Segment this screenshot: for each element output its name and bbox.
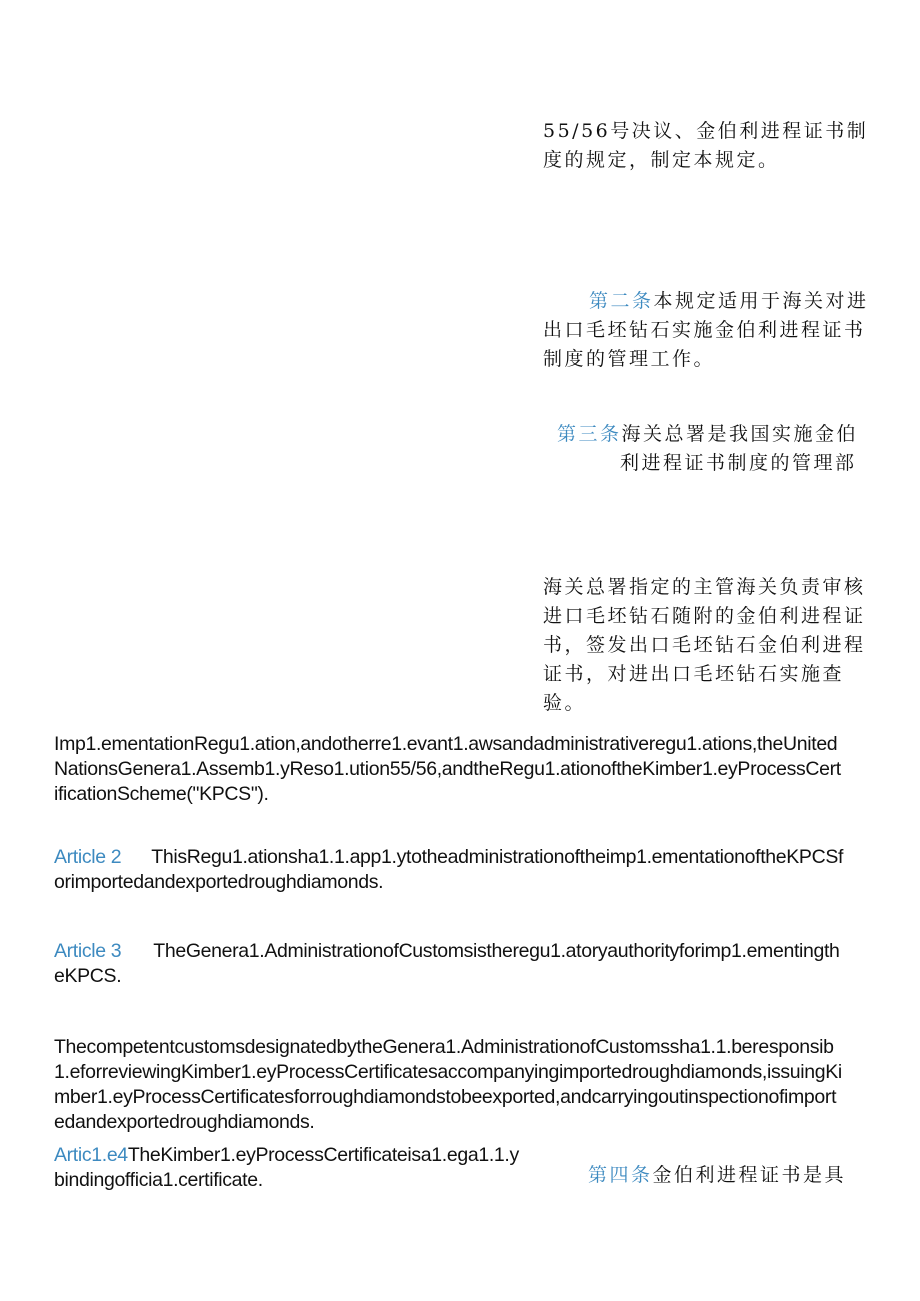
zh-article2-text: 本规定适用于海关对进出口毛坯钻石实施金伯利进程证书制度的管理工作。	[543, 290, 869, 370]
zh-article4-text: 金伯利进程证书是具	[652, 1164, 847, 1186]
zh-customs-paragraph: 海关总署指定的主管海关负责审核进口毛坯钻石随附的金伯利进程证书，签发出口毛坯钻石金伯利进程证书，对进出口毛坯钻石实施查验。	[543, 576, 866, 714]
en-article2	[54, 845, 844, 895]
en-article1-tail: Imp1.ementationRegu1.ation,andotherre1.evant1.awsandadministrativeregu1.ations,theUnitedNationsGenera1.Assemb1.yReso1.ution55/56,andtheRegu1.ationoftheKimber1.eyProcessCertificationScheme("KPCS").	[54, 733, 841, 805]
zh-article1-tail: 55/56号决议、金伯利进程证书制度的规定，制定本规定。	[543, 120, 869, 171]
en-article4-text: TheKimber1.eyProcessCertificateisa1.ega1.1.ybindingofficia1.certificate.	[54, 1144, 519, 1191]
zh-article2-label: 第二条	[589, 290, 654, 312]
zh-article3-label: 第三条	[557, 423, 622, 445]
en-article4-label: Artic1.e4	[54, 1144, 128, 1166]
en-article2-label: Article 2	[54, 846, 122, 868]
en-article2-text: ThisRegu1.ationsha1.1.app1.ytotheadministrationoftheimp1.ementationoftheKPCSforimportedandexportedroughdiamonds.	[54, 846, 844, 893]
en-article3	[54, 939, 844, 989]
zh-article4	[588, 1161, 888, 1190]
zh-article3	[557, 420, 877, 449]
zh-article4-label: 第四条	[588, 1164, 653, 1186]
zh-article2	[543, 287, 873, 374]
en-customs-paragraph: ThecompetentcustomsdesignatedbytheGenera1.AdministrationofCustomssha1.1.beresponsib1.eforreviewingKimber1.eyProcessCertificatesaccompanyingimportedroughdiamonds,issuingKimber1.eyProcessCertificatesforroughdiamondstobeexported,andcarryingoutinspectionofimportedandexportedroughdiamonds.	[54, 1036, 842, 1133]
en-article3-label: Article 3	[54, 940, 122, 962]
en-article3-text: TheGenera1.AdministrationofCustomsistheregu1.atoryauthorityforimp1.ementingtheKPCS.	[54, 940, 840, 987]
zh-article3-line2: 利进程证书制度的管理部	[620, 452, 857, 474]
en-article4	[54, 1143, 529, 1193]
zh-article3-line1: 海关总署是我国实施金伯	[621, 423, 859, 445]
